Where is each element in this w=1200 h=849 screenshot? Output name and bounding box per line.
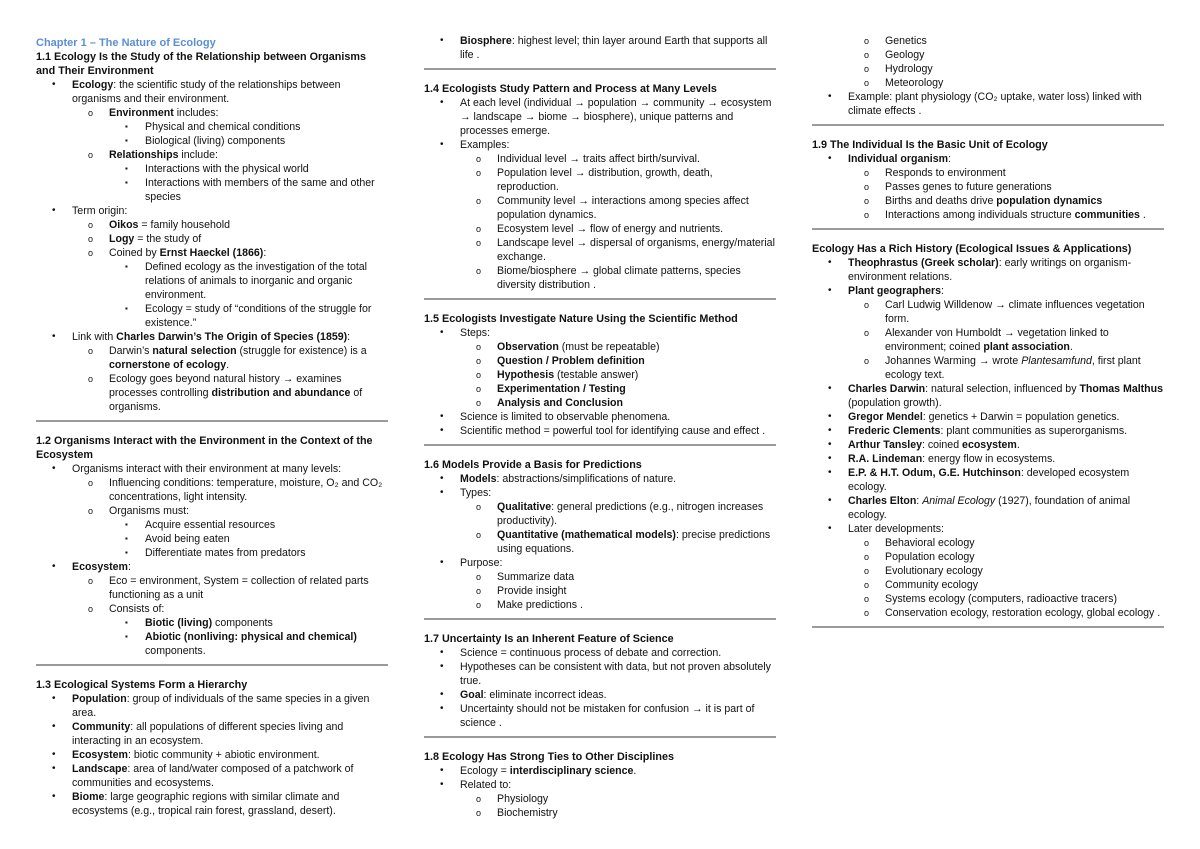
list-item: ▪ Physical and chemical conditions [125, 121, 301, 133]
bullet-icon: o [864, 168, 870, 178]
list-item: o Ecology goes beyond natural history → examines processes controlling distribution and abundance of organisms. [88, 373, 363, 413]
bullet-icon: o [864, 196, 870, 206]
list-item: o Conservation ecology, restoration ecology, global ecology . [864, 607, 1161, 619]
list-item: • Charles Darwin: natural selection, influenced by Thomas Malthus (population growth). [828, 383, 1164, 409]
list-item: ▪ Ecology = study of “conditions of the struggle for existence.” [125, 303, 372, 329]
list-item: o Provide insight [476, 585, 567, 597]
list-item: • Population: group of individuals of the same species in a given area. [52, 693, 370, 719]
list-item: • Frederic Clements: plant communities as superorganisms. [828, 425, 1128, 437]
bullet-icon: o [88, 478, 94, 488]
list-item: ▪ Acquire essential resources [125, 519, 276, 531]
list-item: • Science = continuous process of debate and correction. [440, 647, 722, 659]
bullet-icon: • [52, 331, 56, 342]
list-item: • Individual organism: [828, 153, 952, 165]
column-3 [812, 34, 1164, 640]
bullet-icon: o [476, 370, 482, 380]
list-item: o Johannes Warming → wrote Plantesamfund, first plant ecology text. [864, 355, 1141, 381]
list-item: • Purpose: [440, 557, 503, 569]
bullet-icon: • [52, 205, 56, 216]
list-item: o Question / Problem definition [476, 355, 645, 367]
bullet-icon: o [864, 50, 870, 60]
bullet-icon: o [476, 502, 482, 512]
list-item: o Individual level → traits affect birth/survival. [476, 153, 700, 165]
list-item: ▪ Biotic (living) components [125, 617, 273, 629]
bullet-icon: o [88, 346, 94, 356]
bullet-icon: o [864, 356, 870, 366]
section-heading: 1.6 Models Provide a Basis for Predictions [424, 459, 642, 471]
list-item: • Gregor Mendel: genetics + Darwin = population genetics. [828, 411, 1120, 423]
bullet-icon: • [440, 557, 444, 568]
bullet-icon: • [52, 763, 56, 774]
list-item: • Steps: [440, 327, 491, 339]
list-item: • Theophrastus (Greek scholar): early writings on organism-environment relations. [828, 257, 1132, 283]
bullet-icon: • [440, 647, 444, 658]
bullet-icon: • [828, 153, 832, 164]
bullet-icon: o [864, 328, 870, 338]
list-item: o Systems ecology (computers, radioactive tracers) [864, 593, 1117, 605]
list-item: ▪ Interactions with members of the same and other species [125, 177, 375, 203]
section-heading: 1.2 Organisms Interact with the Environment in the Context of the Ecosystem [36, 435, 373, 461]
bullet-icon: o [476, 356, 482, 366]
bullet-icon: o [864, 210, 870, 220]
bullet-icon: ▪ [125, 534, 128, 543]
section-divider [812, 228, 1164, 230]
bullet-icon: o [476, 238, 482, 248]
list-item: ▪ Interactions with the physical world [125, 163, 309, 175]
bullet-icon: o [476, 266, 482, 276]
bullet-icon: o [88, 604, 94, 614]
bullet-icon: o [88, 248, 94, 258]
list-item: o Interactions among individuals structure communities . [864, 209, 1146, 221]
list-item: • Example: plant physiology (CO₂ uptake, water loss) linked with climate effects . [828, 91, 1142, 117]
list-item: • Arthur Tansley: coined ecosystem. [828, 439, 1020, 451]
section-heading: Ecology Has a Rich History (Ecological Issues & Applications) [812, 243, 1132, 255]
list-item: ▪ Defined ecology as the investigation of the total relations of animals to inorganic and organic environment. [125, 261, 368, 301]
bullet-icon: • [52, 79, 56, 90]
list-item: • Goal: eliminate incorrect ideas. [440, 689, 607, 701]
section-heading: 1.5 Ecologists Investigate Nature Using the Scientific Method [424, 313, 738, 325]
bullet-icon: • [440, 411, 444, 422]
list-item: o Geology [864, 49, 925, 61]
bullet-icon: ▪ [125, 262, 128, 271]
bullet-icon: o [476, 224, 482, 234]
section-divider [36, 420, 388, 422]
bullet-icon: ▪ [125, 618, 128, 627]
list-item: o Community ecology [864, 579, 979, 591]
bullet-icon: • [440, 765, 444, 776]
list-item: • Link with Charles Darwin’s The Origin of Species (1859): [52, 331, 351, 343]
list-item: ▪ Differentiate mates from predators [125, 547, 306, 559]
section-heading: 1.9 The Individual Is the Basic Unit of Ecology [812, 139, 1048, 151]
list-item: • Charles Elton: Animal Ecology (1927), foundation of animal ecology. [828, 495, 1131, 521]
list-item: o Responds to environment [864, 167, 1006, 179]
bullet-icon: • [828, 257, 832, 268]
bullet-icon: o [476, 384, 482, 394]
list-item: o Hypothesis (testable answer) [476, 369, 639, 381]
bullet-icon: • [52, 749, 56, 760]
bullet-icon: o [88, 576, 94, 586]
list-item: o Experimentation / Testing [476, 383, 626, 395]
bullet-icon: o [476, 168, 482, 178]
section-heading: 1.7 Uncertainty Is an Inherent Feature of Science [424, 633, 674, 645]
bullet-icon: o [864, 538, 870, 548]
bullet-icon: o [864, 566, 870, 576]
bullet-icon: o [864, 608, 870, 618]
section-divider [424, 736, 776, 738]
list-item: o Biochemistry [476, 807, 558, 819]
list-item: • Types: [440, 487, 492, 499]
list-item: o Births and deaths drive population dynamics [864, 195, 1103, 207]
list-item: • Ecology: the scientific study of the relationships between organisms and their environment. [52, 79, 341, 105]
bullet-icon: o [864, 552, 870, 562]
bullet-icon: ▪ [125, 122, 128, 131]
bullet-icon: o [88, 220, 94, 230]
list-item: • Ecosystem: [52, 561, 131, 573]
list-item: o Influencing conditions: temperature, moisture, O₂ and CO₂ concentrations, light intensity. [88, 477, 383, 503]
list-item: • Plant geographers: [828, 285, 944, 297]
bullet-icon: o [88, 150, 94, 160]
bullet-icon: • [440, 327, 444, 338]
list-item: o Population ecology [864, 551, 975, 563]
bullet-icon: • [52, 721, 56, 732]
bullet-icon: o [864, 78, 870, 88]
section-divider [424, 68, 776, 70]
list-item: o Physiology [476, 793, 549, 805]
bullet-icon: o [476, 600, 482, 610]
bullet-icon: • [52, 463, 56, 474]
list-item: o Analysis and Conclusion [476, 397, 623, 409]
list-item: o Logy = the study of [88, 233, 202, 245]
bullet-icon: • [440, 689, 444, 700]
bullet-icon: • [440, 35, 444, 46]
bullet-icon: o [476, 196, 482, 206]
bullet-icon: o [476, 398, 482, 408]
list-item: o Alexander von Humboldt → vegetation linked to environment; coined plant association. [864, 327, 1109, 353]
bullet-icon: • [828, 425, 832, 436]
list-item: • Biosphere: highest level; thin layer around Earth that supports all life . [440, 35, 768, 61]
list-item: o Qualitative: general predictions (e.g., nitrogen increases productivity). [476, 501, 764, 527]
bullet-icon: o [476, 530, 482, 540]
bullet-icon: o [476, 808, 482, 818]
bullet-icon: • [828, 453, 832, 464]
section-divider [424, 298, 776, 300]
bullet-icon: • [440, 661, 444, 672]
section-divider [812, 124, 1164, 126]
list-item: o Coined by Ernst Haeckel (1866): [88, 247, 267, 259]
bullet-icon: • [828, 91, 832, 102]
bullet-icon: • [828, 439, 832, 450]
bullet-icon: • [828, 523, 832, 534]
list-item: • Organisms interact with their environment at many levels: [52, 463, 342, 475]
bullet-icon: • [440, 703, 444, 714]
list-item: o Population level → distribution, growth, death, reproduction. [476, 167, 713, 193]
list-item: o Hydrology [864, 63, 933, 75]
list-item: o Environment includes: [88, 107, 219, 119]
bullet-icon: o [864, 64, 870, 74]
list-item: o Make predictions . [476, 599, 583, 611]
bullet-icon: • [52, 693, 56, 704]
section-divider [812, 626, 1164, 628]
list-item: • Uncertainty should not be mistaken for confusion → it is part of science . [440, 703, 755, 729]
list-item: • At each level (individual → population → community → ecosystem → landscape → biome → biosphere), unique patterns and processes emerge. [440, 97, 772, 137]
column-1 [36, 34, 388, 818]
list-item: ▪ Biological (living) components [125, 135, 286, 147]
list-item: o Landscape level → dispersal of organisms, energy/material exchange. [476, 237, 775, 263]
bullet-icon: • [440, 97, 444, 108]
list-item: o Summarize data [476, 571, 575, 583]
list-item: o Eco = environment, System = collection of related parts functioning as a unit [88, 575, 369, 601]
list-item: • Term origin: [52, 205, 128, 217]
bullet-icon: ▪ [125, 136, 128, 145]
bullet-icon: ▪ [125, 548, 128, 557]
bullet-icon: • [440, 139, 444, 150]
bullet-icon: ▪ [125, 632, 128, 641]
section-divider [424, 444, 776, 446]
list-item: • R.A. Lindeman: energy flow in ecosystems. [828, 453, 1056, 465]
list-item: o Genetics [864, 35, 927, 47]
list-item: ▪ Abiotic (nonliving: physical and chemical) components. [125, 631, 357, 657]
bullet-icon: o [864, 300, 870, 310]
bullet-icon: o [476, 586, 482, 596]
list-item: o Carl Ludwig Willdenow → climate influences vegetation form. [864, 299, 1145, 325]
bullet-icon: • [52, 791, 56, 802]
list-item: • Models: abstractions/simplifications of nature. [440, 473, 677, 485]
bullet-icon: • [440, 487, 444, 498]
list-item: • Scientific method = powerful tool for identifying cause and effect . [440, 425, 766, 437]
list-item: • Science is limited to observable phenomena. [440, 411, 671, 423]
bullet-icon: o [864, 594, 870, 604]
list-item: o Quantitative (mathematical models): precise predictions using equations. [476, 529, 771, 555]
bullet-icon: • [52, 561, 56, 572]
bullet-icon: • [440, 425, 444, 436]
bullet-icon: • [440, 779, 444, 790]
list-item: • Biome: large geographic regions with similar climate and ecosystems (e.g., tropical rain forest, grassland, desert). [52, 791, 340, 817]
section-heading: 1.8 Ecology Has Strong Ties to Other Disciplines [424, 751, 674, 763]
bullet-icon: o [476, 342, 482, 352]
bullet-icon: o [476, 572, 482, 582]
chapter-title: Chapter 1 – The Nature of Ecology [36, 37, 216, 49]
list-item: • Hypotheses can be consistent with data, but not proven absolutely true. [440, 661, 771, 687]
bullet-icon: • [828, 285, 832, 296]
bullet-icon: o [864, 580, 870, 590]
section-heading: 1.1 Ecology Is the Study of the Relationship between Organisms and Their Environment [36, 51, 366, 77]
bullet-icon: ▪ [125, 164, 128, 173]
list-item: o Oikos = family household [88, 219, 231, 231]
list-item: • Related to: [440, 779, 512, 791]
list-item: ▪ Avoid being eaten [125, 533, 230, 545]
list-item: o Community level → interactions among species affect population dynamics. [476, 195, 749, 221]
list-item: • Later developments: [828, 523, 944, 535]
bullet-icon: o [864, 36, 870, 46]
bullet-icon: o [476, 794, 482, 804]
bullet-icon: • [828, 467, 832, 478]
list-item: o Observation (must be repeatable) [476, 341, 660, 353]
bullet-icon: • [828, 383, 832, 394]
bullet-icon: • [440, 473, 444, 484]
list-item: o Passes genes to future generations [864, 181, 1052, 193]
list-item: o Biome/biosphere → global climate patterns, species diversity distribution . [476, 265, 741, 291]
section-divider [36, 664, 388, 666]
bullet-icon: o [88, 374, 94, 384]
list-item: o Behavioral ecology [864, 537, 975, 549]
bullet-icon: o [476, 154, 482, 164]
list-item: o Relationships include: [88, 149, 218, 161]
list-item: o Meteorology [864, 77, 944, 89]
list-item: • Community: all populations of different species living and interacting in an ecosystem. [52, 721, 344, 747]
list-item: o Ecosystem level → flow of energy and nutrients. [476, 223, 724, 235]
bullet-icon: ▪ [125, 178, 128, 187]
list-item: o Organisms must: [88, 505, 190, 517]
list-item: • Examples: [440, 139, 510, 151]
bullet-icon: o [88, 234, 94, 244]
section-heading: 1.3 Ecological Systems Form a Hierarchy [36, 679, 248, 691]
bullet-icon: o [864, 182, 870, 192]
list-item: o Darwin’s natural selection (struggle for existence) is a cornerstone of ecology. [88, 345, 367, 371]
bullet-icon: ▪ [125, 520, 128, 529]
bullet-icon: o [88, 108, 94, 118]
list-item: • E.P. & H.T. Odum, G.E. Hutchinson: developed ecosystem ecology. [828, 467, 1130, 493]
list-item: o Evolutionary ecology [864, 565, 983, 577]
bullet-icon: ▪ [125, 304, 128, 313]
list-item: • Ecology = interdisciplinary science. [440, 765, 637, 777]
bullet-icon: • [828, 495, 832, 506]
list-item: o Consists of: [88, 603, 165, 615]
column-2 [424, 34, 776, 820]
list-item: • Ecosystem: biotic community + abiotic environment. [52, 749, 320, 761]
list-item: • Landscape: area of land/water composed of a patchwork of communities and ecosystems. [52, 763, 354, 789]
section-divider [424, 618, 776, 620]
section-heading: 1.4 Ecologists Study Pattern and Process at Many Levels [424, 83, 717, 95]
bullet-icon: • [828, 411, 832, 422]
bullet-icon: o [88, 506, 94, 516]
